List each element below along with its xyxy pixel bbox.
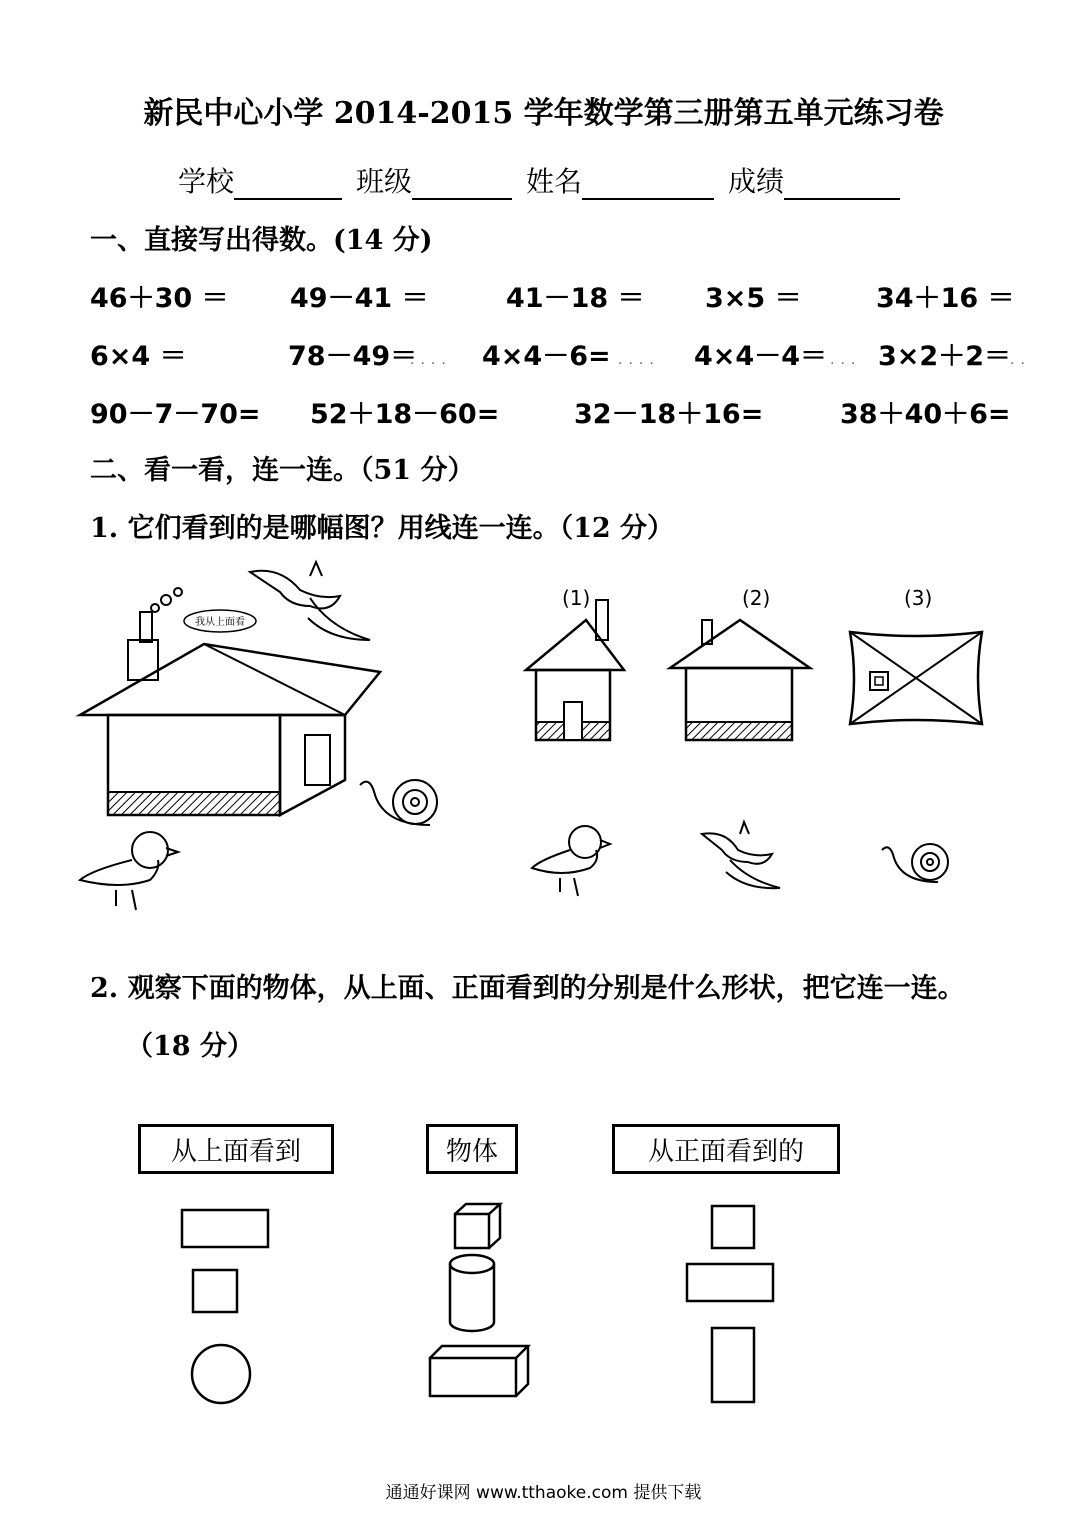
section1-heading: 一、直接写出得数。(14 分) — [90, 225, 433, 256]
view-label-3: (3) — [904, 586, 933, 610]
question2-text-line2: （18 分） — [126, 1031, 254, 1062]
equation: 78－49＝ — [288, 341, 418, 372]
equation: 52＋18－60= — [310, 399, 500, 430]
question1-text: 1. 它们看到的是哪幅图？用线连一连。（12 分） — [90, 513, 675, 544]
top-view-rectangle[interactable] — [182, 1210, 268, 1247]
equation: 3×5 ＝ — [705, 283, 802, 314]
house-views-illustration — [520, 580, 990, 750]
shapes-illustration — [0, 1190, 1087, 1420]
question2-text-line1: 2. 观察下面的物体，从上面、正面看到的分别是什么形状，把它连一连。 — [90, 973, 965, 1004]
dotted-gap: .... — [410, 352, 452, 368]
dotted-gap: .... — [618, 352, 660, 368]
equation: 49－41 ＝ — [290, 283, 429, 314]
equation: 6×4 ＝ — [90, 341, 187, 372]
section2-heading: 二、看一看，连一连。（51 分） — [90, 455, 475, 486]
dotted-gap: ... — [830, 352, 862, 368]
view-label-1: (1) — [562, 586, 591, 610]
top-view-square[interactable] — [193, 1270, 237, 1312]
bubble-text: 我从上面看 — [195, 617, 245, 628]
equation: 46＋30 ＝ — [90, 283, 229, 314]
score-blank[interactable] — [784, 170, 900, 200]
equation: 41－18 ＝ — [506, 283, 645, 314]
front-view-tall-rectangle[interactable] — [712, 1328, 754, 1402]
cuboid-object[interactable] — [430, 1346, 528, 1396]
equation: 34＋16 ＝ — [876, 283, 1015, 314]
equation: 32－18＋16= — [574, 399, 764, 430]
name-label: 姓名 — [526, 165, 583, 198]
name-blank[interactable] — [582, 170, 714, 200]
school-blank[interactable] — [234, 170, 342, 200]
page-title: 新民中心小学 2014-2015 学年数学第三册第五单元练习卷 — [143, 96, 944, 131]
student-info-line — [178, 160, 914, 200]
view-label-2: (2) — [742, 586, 771, 610]
header-top-view: 从上面看到 — [138, 1124, 334, 1174]
school-label: 学校 — [178, 165, 235, 198]
equation: 4×4－4＝ — [694, 341, 827, 372]
front-view-rectangle[interactable] — [687, 1264, 773, 1301]
header-front-view: 从正面看到的 — [612, 1124, 840, 1174]
cylinder-object[interactable] — [450, 1255, 494, 1331]
house-scene-illustration — [70, 560, 470, 930]
footer-credit: 通通好课网 www.tthaoke.com 提供下载 — [385, 1483, 702, 1503]
equation: 90－7－70= — [90, 399, 261, 430]
class-label: 班级 — [356, 165, 413, 198]
score-label: 成绩 — [728, 165, 785, 198]
header-object: 物体 — [426, 1124, 518, 1174]
equation: 4×4－6= — [482, 341, 611, 372]
top-view-circle[interactable] — [192, 1345, 250, 1403]
class-blank[interactable] — [412, 170, 512, 200]
front-view-square[interactable] — [712, 1206, 754, 1248]
cube-object[interactable] — [455, 1204, 500, 1248]
dotted-gap: .. — [1010, 352, 1031, 368]
equation: 38＋40＋6= — [840, 399, 1011, 430]
animals-row-illustration — [530, 820, 960, 910]
equation: 3×2＋2＝ — [878, 341, 1011, 372]
